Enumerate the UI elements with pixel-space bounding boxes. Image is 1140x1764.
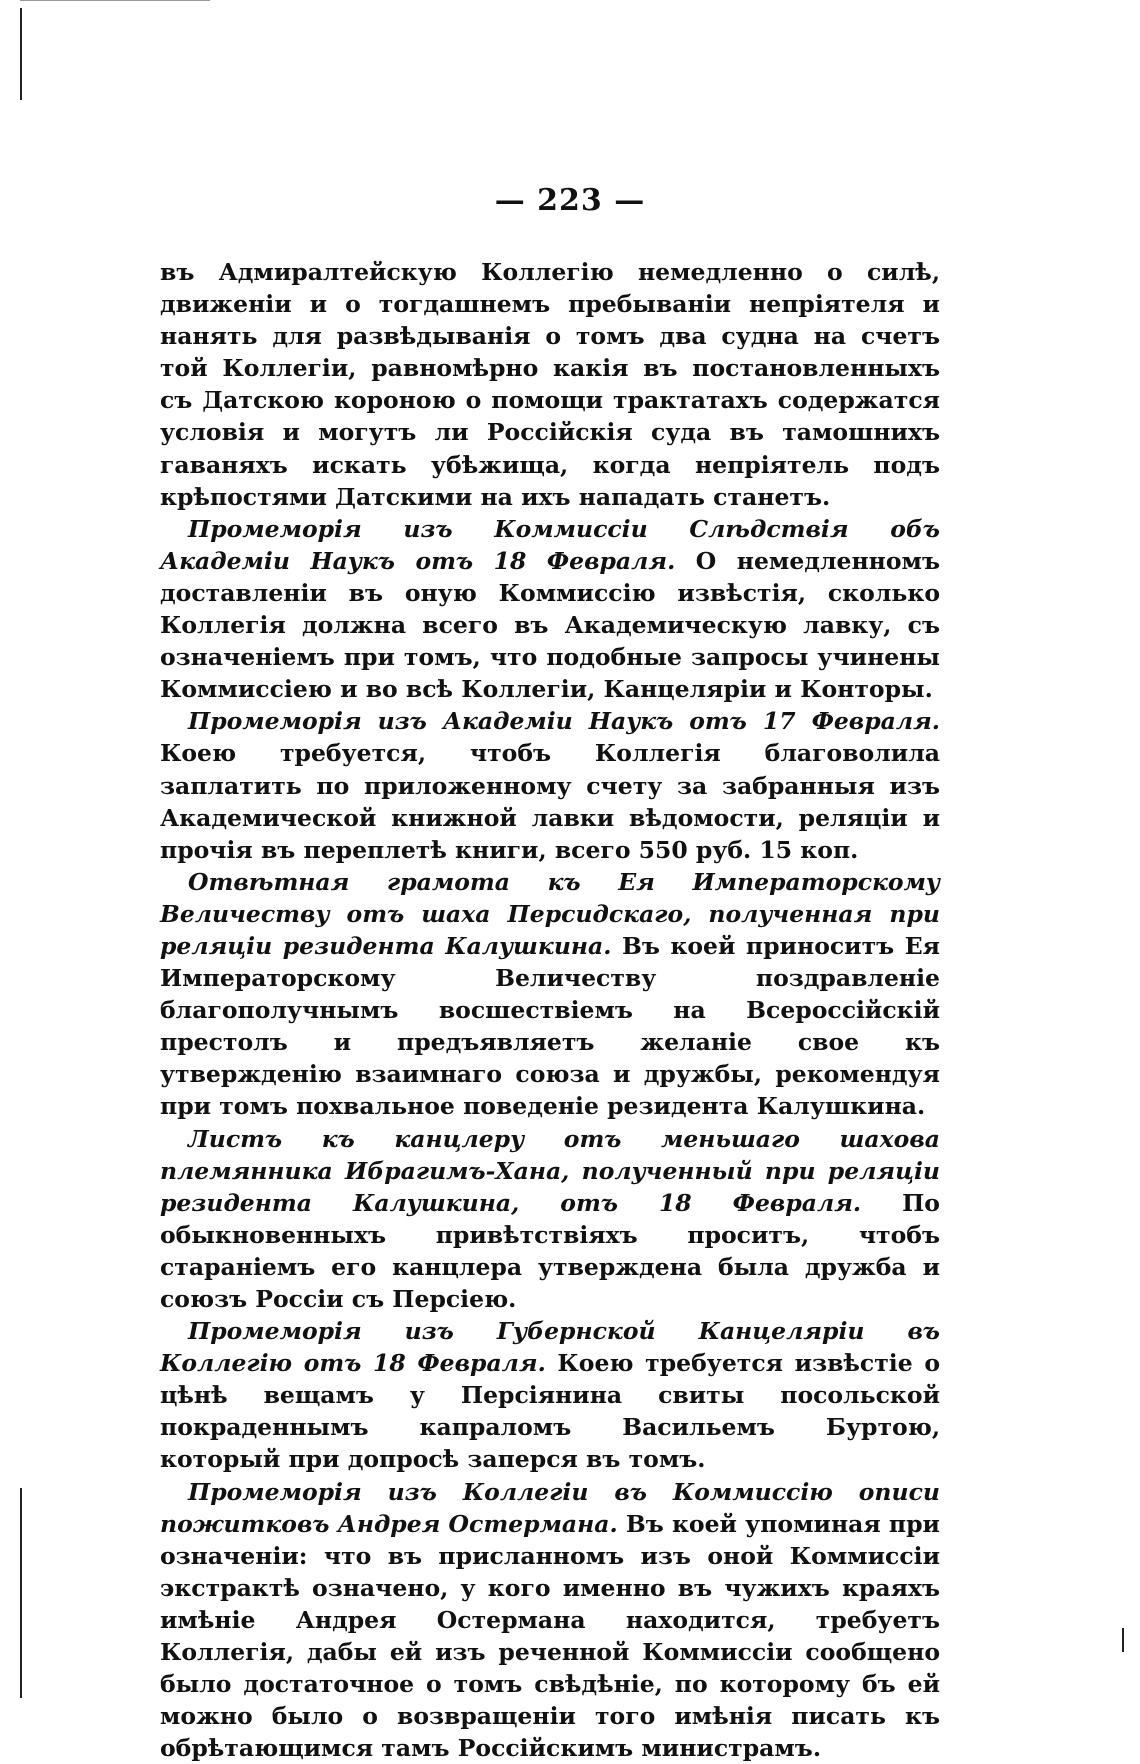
right-edge-mark [1122, 1628, 1124, 1652]
paragraph-7-body: Въ коей упоминая при означеніи: что въ присланномъ изъ оной Коммиссіи экстрактѣ означено, у кого именно въ чужихъ краяхъ имѣніе Андрея Остермана находится, требуетъ Коллегія, дабы ей изъ реченной Коммиссіи сообщено было достаточное о томъ свѣдѣніе, по которому бъ ей можно было о возвращеніи того имѣнія писать къ обрѣтающимся тамъ Россійскимъ министрамъ. [160, 1509, 940, 1763]
top-edge-line [20, 0, 210, 1]
paragraph-5-title: Листъ къ канцлеру отъ меньшаго шахова племянника Ибрагимъ-Хана, полученный при реляціи резидента Калушкина, отъ 18 Февраля. [160, 1124, 940, 1217]
paragraph-6-body: Коею требуется извѣстіе о цѣнѣ вещамъ у Персіянина свиты посольской покраденнымъ капраломъ Васильемъ Буртою, который при допросѣ заперся въ томъ. [160, 1349, 941, 1474]
document-text [160, 256, 940, 1764]
paragraph-4-title: Отвѣтная грамота къ Ея Императорскому Величеству отъ шаха Персидскаго, полученная при реляціи резидента Калушкина. [160, 867, 940, 960]
paragraph-3-body: Коею требуется, чтобъ Коллегія благоволила заплатить по приложенному счету за забранныя изъ Академической книжной лавки вѣдомости, реляціи и прочія въ переплетѣ книги, всего 550 руб. 15 коп. [160, 739, 940, 864]
paragraph-7 [160, 1476, 940, 1764]
paragraph-6 [160, 1315, 940, 1475]
paragraph-3 [160, 705, 940, 865]
paragraph-5-body: По обыкновенныхъ привѣтствіяхъ проситъ, чтобъ стараніемъ его канцлера утверждена была дружба и союзъ Россіи съ Персіею. [160, 1188, 940, 1313]
paragraph-5 [160, 1123, 940, 1316]
paragraph-1 [160, 256, 940, 513]
page-number: — 223 — [494, 183, 646, 218]
paragraph-7-title: Промеморія изъ Коллегіи въ Коммиссію описи пожитковъ Андрея Остермана. [160, 1477, 940, 1538]
bottom-left-edge-line [20, 1488, 22, 1698]
top-left-edge-line [20, 8, 22, 100]
paragraph-2 [160, 513, 940, 706]
paragraph-6-title: Промеморія изъ Губернской Канцеляріи въ Коллегію отъ 18 Февраля. [160, 1317, 940, 1378]
paragraph-1-body: въ Адмиралтейскую Коллегію немедленно о силѣ, движеніи и о тогдашнемъ пребываніи непріятеля и нанять для развѣдыванія о томъ два судна на счетъ той Коллегіи, равномѣрно какія въ постановленныхъ съ Датскою короною о помощи трактатахъ содержатся условія и могутъ ли Россійскія суда въ тамошнихъ гаваняхъ искать убѣжища, когда непріятель подъ крѣпостями Датскими на ихъ нападать станетъ. [160, 258, 940, 511]
paragraph-3-title: Промеморія изъ Академіи Наукъ отъ 17 Февраля. [188, 707, 940, 736]
paragraph-4-body: Въ коей приноситъ Ея Императорскому Величеству поздравленіе благополучнымъ восшествіемъ на Всероссійскій престолъ и предъявляетъ желаніе свое къ утвержденію взаимнаго союза и дружбы, рекомендуя при томъ похвальное поведеніе резидента Калушкина. [160, 931, 940, 1121]
paragraph-2-title: Промеморія изъ Коммиссіи Слѣдствія объ Академіи Наукъ отъ 18 Февраля. [160, 514, 940, 575]
paragraph-2-body: О немедленномъ доставленіи въ оную Коммиссію извѣстія, сколько Коллегія должна всего въ Академическую лавку, съ означеніемъ при томъ, что подобные запросы учинены Коммиссіею и во всѣ Коллегіи, Канцеляріи и Конторы. [160, 546, 940, 704]
paragraph-4 [160, 866, 940, 1123]
